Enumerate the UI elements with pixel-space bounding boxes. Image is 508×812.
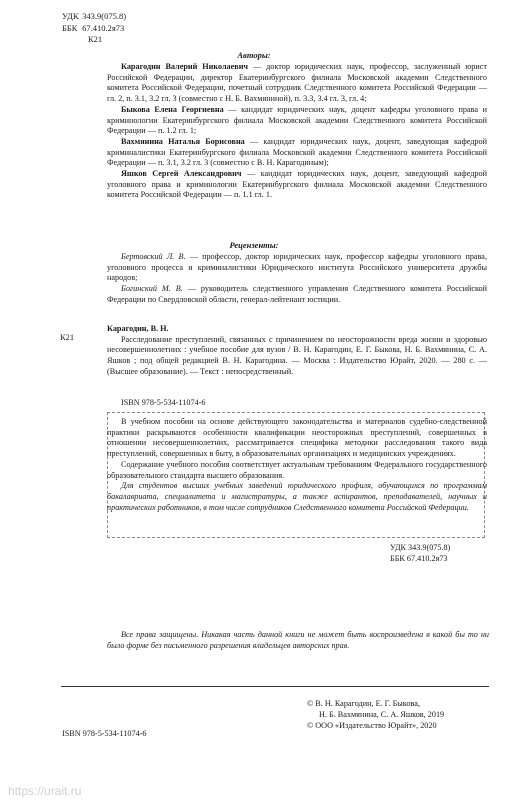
card-author: Карагодин, В. Н. (107, 324, 169, 333)
reviewer-name: Богинский М. В. (121, 284, 183, 294)
footer-isbn: ISBN 978-5-534-11074-6 (62, 729, 147, 738)
card-codes (390, 543, 490, 564)
copyright-block (307, 698, 497, 731)
copyright-line: © ООО «Издательство Юрайт», 2020 (307, 721, 437, 730)
classification-codes (62, 11, 126, 46)
annotation-paragraph: В учебном пособии на основе действующего законодательства и материалов судебно-следственной практики раскрываются особенности квалификации неосторожных преступлений, совершенных в отношении несовершеннолетних, рассматривается специфика методики расследования такого вида преступлений, совершенных в быту, в образовательных организациях и медицинских учреждениях. (107, 417, 487, 459)
card-udk: УДК 343.9(075.8) (390, 543, 451, 552)
author-text: — кандидат юридических наук, доцент, заведующий кафедрой уголовного права и криминологии Екатеринбургского филиала Московской академии Следственного комитета Российской Федерации — п. 1.1 гл. 1. (107, 169, 487, 200)
reviewers-title: Рецензенты: (229, 240, 279, 250)
reviewer-entry (107, 252, 487, 284)
author-text: — доктор юридических наук, профессор, заслуженный юрист Российской Федерации, директор Екатеринбургского филиала Московской академии Следственного комитета Российской Федерации, почетный сотрудник Следственного комитета Российской Федерации — гл. 2, п. 3.1, 3.2 гл. 3 (совместно с Н. Б. Вахмяниной), п. 3.3, 3.4 гл. 3, гл. 4; (107, 62, 487, 104)
bbk-label: ББК (62, 22, 78, 33)
author-name: Вахмянина Наталья Борисовна (121, 136, 245, 146)
watermark-url: https://urait.ru (8, 784, 82, 798)
annotation-paragraph: Содержание учебного пособия соответствует актуальным требованиям Федерального государственного образовательного стандарта высшего образования. (107, 459, 487, 480)
authors-title: Авторы: (237, 50, 271, 60)
annotation (107, 417, 487, 513)
author-name: Быкова Елена Георгиевна (121, 104, 224, 114)
author-entry (107, 62, 487, 105)
bbk-row (62, 23, 126, 35)
author-entry (107, 105, 487, 137)
catalog-card (107, 324, 487, 378)
udk-value: 343.9(075.8) (82, 11, 127, 21)
author-name: Карагодин Валерий Николаевич (121, 62, 249, 71)
bbk-value: 67.410.2я73 (82, 22, 125, 33)
reviewer-name: Бертовский Л. В. (121, 252, 186, 261)
reviewer-text: — руководитель следственного управления Следственного комитета Российской Федерации по Свердловской области, генерал-лейтенант юстиции. (107, 284, 487, 304)
authors-list (107, 62, 487, 201)
footer-rule (61, 686, 489, 687)
reviewer-text: — профессор, доктор юридических наук, профессор кафедры уголовного права, уголовного процесса и криминалистики Юридического института Российского университета дружбы народов; (107, 252, 487, 283)
copyright-line: © В. Н. Карагодин, Е. Г. Быкова, (307, 699, 420, 708)
rights-notice: Все права защищены. Никакая часть данной книги не может быть воспроизведена в какой бы то ни было форме без письменного разрешения владельцев авторских прав. (107, 630, 489, 650)
reviewer-entry (107, 284, 487, 305)
author-entry (107, 169, 487, 201)
author-text: — кандидат юридических наук, доцент кафедры уголовного права и криминологии Екатеринбургского филиала Московской академии Следственного комитета Российской Федерации — п. 1.2 гл. 1; (107, 104, 487, 136)
card-isbn: ISBN 978-5-534-11074-6 (121, 398, 206, 407)
author-entry (107, 137, 487, 169)
reviewers-list (107, 252, 487, 306)
author-name: Яшков Сергей Александрович (121, 169, 242, 179)
author-text: — кандидат юридических наук, доцент, заведующая кафедрой криминалистики Екатеринбургского филиала Московской академии Следственного комитета Российской Федерации — п. 3.1, 3.2 гл. 3 (совместно с В. Н. Карагодиным); (107, 136, 488, 168)
copyright-line: Н. Б. Вахмянина, С. А. Яшков, 2019 (319, 710, 445, 719)
udk-label: УДК (62, 11, 79, 21)
card-description: Расследование преступлений, связанных с причинением по неосторожности вреда жизни и здоровью несовершеннолетних : учебное пособие для вузов / В. Н. Карагодин, Е. Г. Быкова, Н. Б. Вахмянина, С. А. Яшков ; под общей редакцией В. Н. Карагодина. — Москва : Издательство Юрайт, 2020. — 280 с. — (Высшее образование). — Текст : непосредственный. (107, 334, 487, 376)
footer-rule-wrap (61, 686, 489, 687)
annotation-paragraph: Для студентов высших учебных заведений юридического профиля, обучающихся по программам бакалавриата, специалитета и магистратуры, а также аспирантов, преподавателей, научных и практических работников, в том числе сотрудников Следственного комитета Российской Федерации. (107, 481, 487, 512)
card-bbk: ББК 67.410.2я73 (390, 553, 448, 563)
k-code: К21 (88, 34, 103, 44)
udk-row (62, 11, 126, 23)
card-k-code: К21 (60, 332, 75, 342)
